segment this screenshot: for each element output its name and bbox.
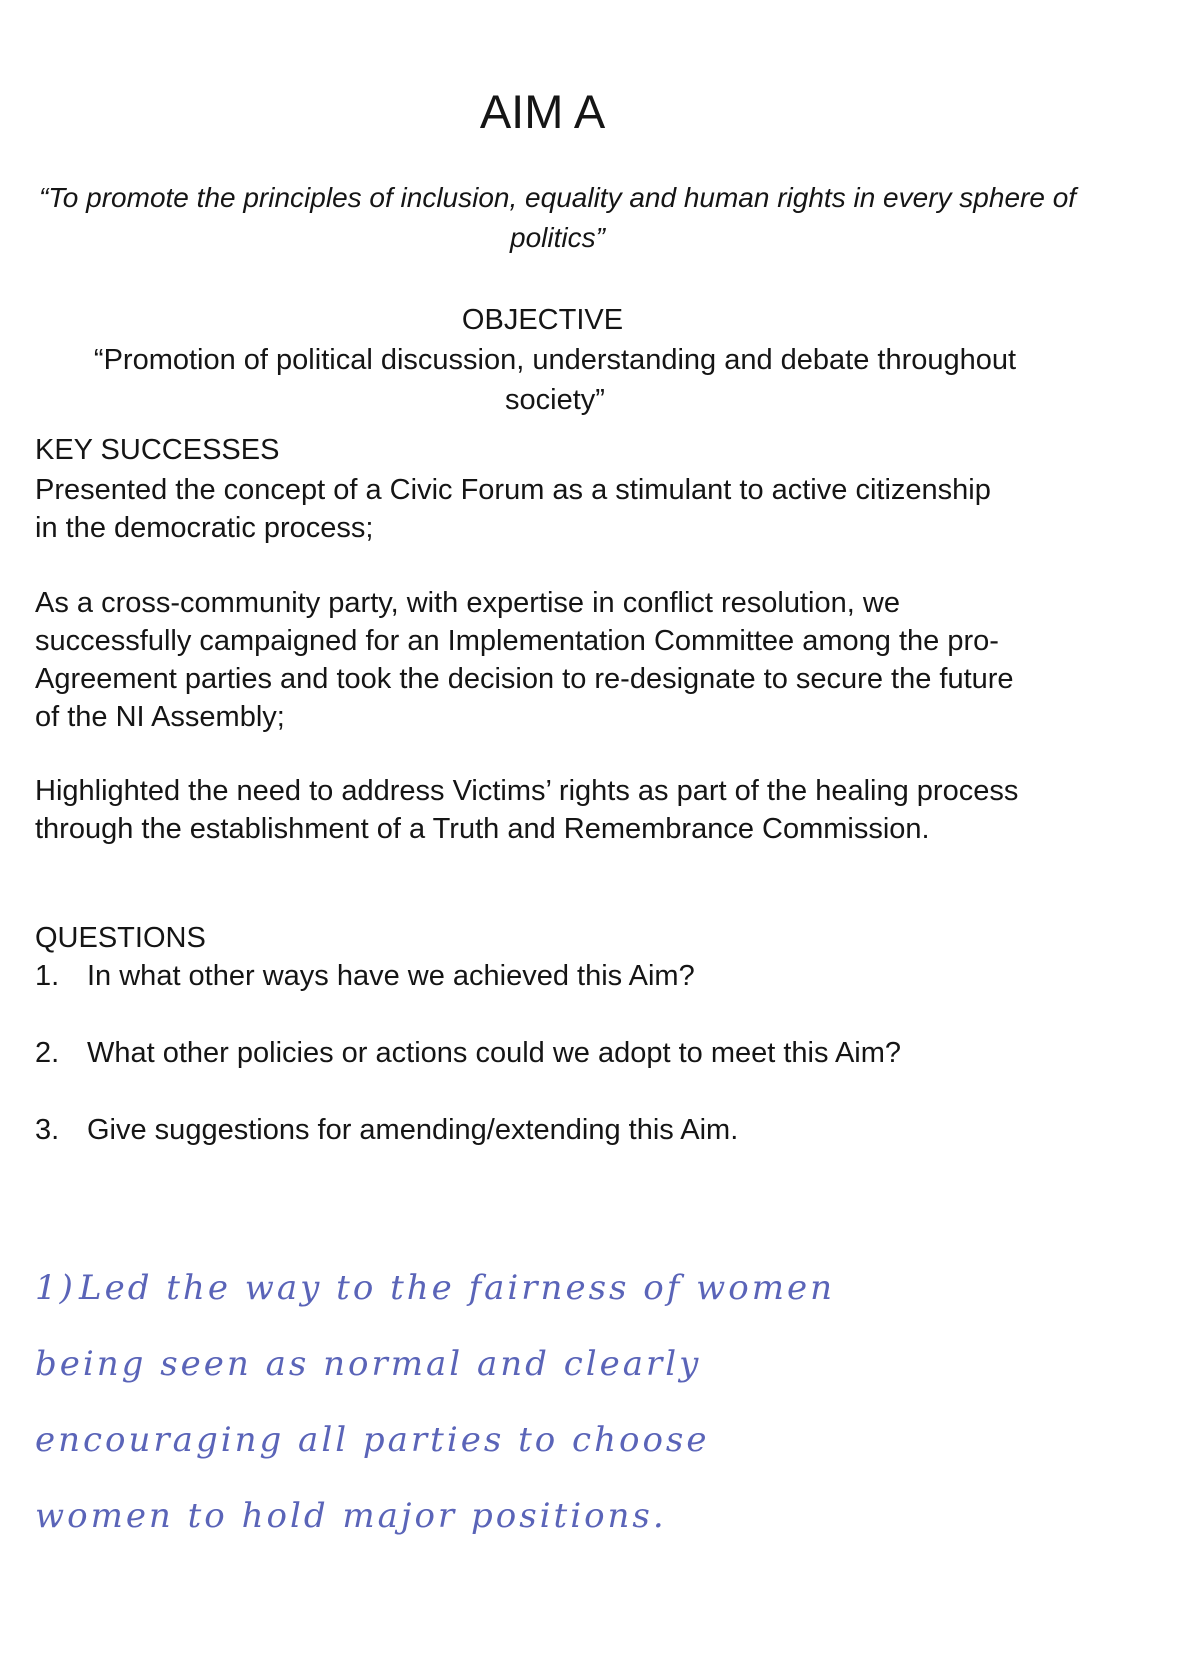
handwritten-line: 1)Led the way to the fairness of women	[35, 1250, 1165, 1326]
question-text: What other policies or actions could we adopt to meet this Aim?	[87, 1037, 902, 1069]
question-text: Give suggestions for amending/extending this Aim.	[87, 1114, 739, 1146]
aim-quote: “To promote the principles of inclusion, equality and human rights in every sphere of politics”	[38, 182, 1077, 253]
question-number: 1.	[35, 960, 60, 992]
question-item	[35, 1112, 738, 1148]
page-title: AIM A	[479, 85, 606, 138]
questions-heading: QUESTIONS	[35, 922, 206, 954]
question-number: 3.	[35, 1114, 60, 1146]
key-success-item: As a cross-community party, with expertise in conflict resolution, we successfully campaigned for an Implementation Committee among the pro-Agreement parties and took the decision to re-designate to secure the future of the NI Assembly;	[35, 587, 1014, 733]
handwritten-number: 1)	[35, 1268, 76, 1308]
question-number: 2.	[35, 1037, 60, 1069]
key-success-item: Highlighted the need to address Victims’ rights as part of the healing process through the establishment of a Truth and Remembrance Commission.	[35, 775, 1019, 845]
handwritten-answer	[35, 1250, 1165, 1554]
question-item	[35, 958, 695, 994]
objective-text: “Promotion of political discussion, understanding and debate throughout society”	[93, 344, 1017, 416]
question-text: In what other ways have we achieved this Aim?	[87, 960, 695, 992]
key-success-item: Presented the concept of a Civic Forum as a stimulant to active citizenship in the democratic process;	[35, 474, 991, 544]
objective-heading: OBJECTIVE	[461, 304, 624, 336]
question-item	[35, 1035, 901, 1071]
key-successes-heading: KEY SUCCESSES	[35, 434, 280, 466]
handwritten-line: women to hold major positions.	[35, 1496, 667, 1536]
handwritten-line: encouraging all parties to choose	[35, 1420, 710, 1460]
handwritten-line: being seen as normal and clearly	[35, 1344, 702, 1384]
